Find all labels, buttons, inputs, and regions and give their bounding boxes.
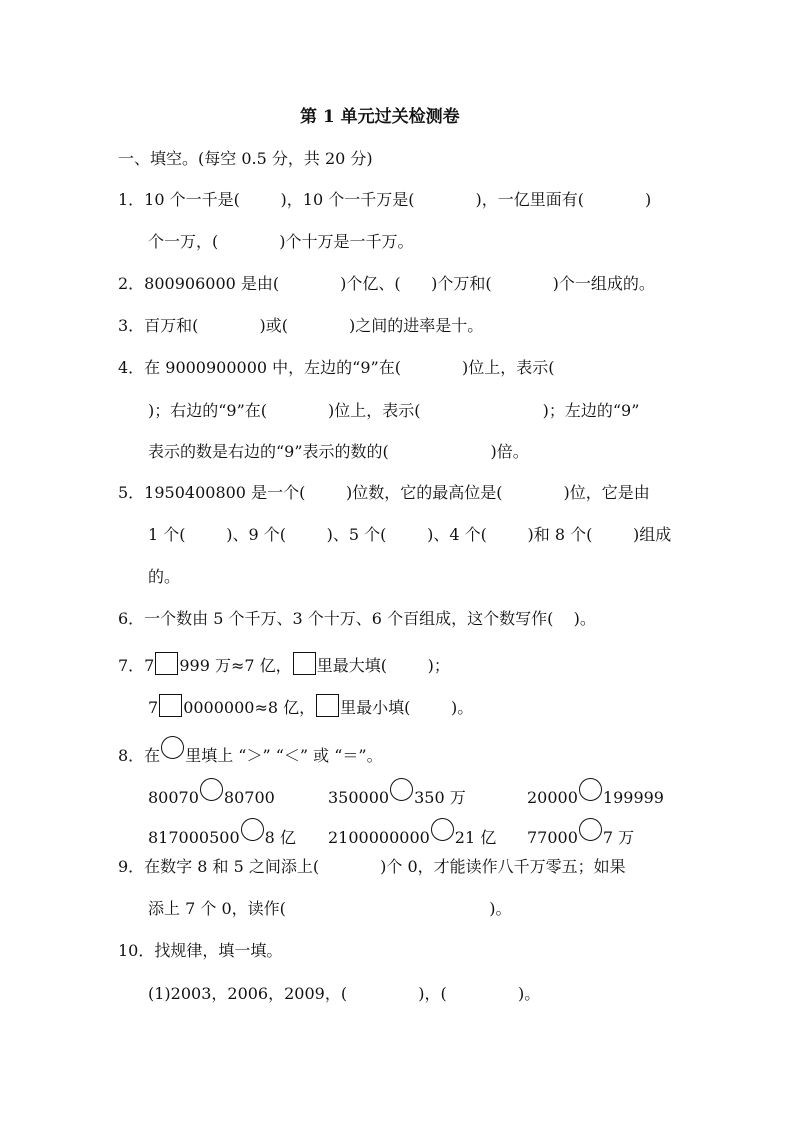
question-8-line-1 xyxy=(118,736,383,767)
q8-lead-end: 里填上 “＞” “＜” 或 “＝”。 xyxy=(185,746,383,765)
q7-b-text: 0000000≈8 亿， xyxy=(183,698,316,717)
compare-circle[interactable] xyxy=(390,778,413,801)
compare-circle[interactable] xyxy=(579,818,602,841)
compare-item: 77000 7 万 xyxy=(527,818,634,849)
compare-item: 80070 80700 xyxy=(148,778,275,809)
question-4-line-2: )；右边的“9”在( )位上，表示( )；左边的“9” xyxy=(148,401,640,420)
page-title: 第 1 单元过关检测卷 xyxy=(300,107,460,127)
question-4-line-3: 表示的数是右边的“9”表示的数的( )倍。 xyxy=(148,442,529,461)
box-symbol xyxy=(316,694,339,717)
circle-symbol xyxy=(161,736,184,759)
question-2: 2．800906000 是由( )个亿、( )个万和( )个一组成的。 xyxy=(118,274,655,293)
question-6: 6．一个数由 5 个千万、3 个十万、6 个百组成，这个数写作( )。 xyxy=(118,609,596,628)
question-10-title: 10．找规律，填一填。 xyxy=(118,941,283,960)
compare-item: 350000 350 万 xyxy=(328,778,466,809)
question-3: 3．百万和( )或( )之间的进率是十。 xyxy=(118,316,484,335)
question-7-line-1 xyxy=(118,652,450,677)
compare-item: 20000 199999 xyxy=(527,778,664,809)
answer-box[interactable] xyxy=(155,652,178,675)
section-heading: 一、填空。(每空 0.5 分，共 20 分) xyxy=(118,149,373,168)
compare-circle[interactable] xyxy=(431,818,454,841)
question-9-line-1: 9．在数字 8 和 5 之间添上( )个 0，才能读作八千万零五；如果 xyxy=(118,857,626,876)
question-1-line-2: 个一万，( )个十万是一千万。 xyxy=(148,232,414,251)
question-9-line-2: 添上 7 个 0，读作( )。 xyxy=(148,899,512,918)
question-4-line-1: 4．在 9000900000 中，左边的“9”在( )位上，表示( xyxy=(118,358,555,377)
question-10-sub-1: (1)2003，2006，2009，( )，( )。 xyxy=(148,984,541,1003)
q8-lead: 8．在 xyxy=(118,746,161,765)
compare-circle[interactable] xyxy=(200,778,223,801)
compare-item: 817000500 8 亿 xyxy=(148,818,296,849)
question-5-line-2: 1 个( )、9 个( )、5 个( )、4 个( )和 8 个( )组成 xyxy=(148,525,672,544)
q7-a-prefix: 7．7 xyxy=(118,656,155,675)
compare-item: 2100000000 21 亿 xyxy=(328,818,496,849)
q7-b-prefix: 7 xyxy=(148,698,159,717)
answer-box[interactable] xyxy=(159,694,182,717)
q7-b-end: 里最小填( )。 xyxy=(340,698,474,717)
question-7-line-2 xyxy=(148,694,473,719)
question-5-line-1: 5．1950400800 是一个( )位数，它的最高位是( )位，它是由 xyxy=(118,483,650,502)
compare-circle[interactable] xyxy=(579,778,602,801)
compare-circle[interactable] xyxy=(241,818,264,841)
q7-a-end: 里最大填( )； xyxy=(316,656,450,675)
q7-a-text: 999 万≈7 亿， xyxy=(179,656,292,675)
question-1-line-1: 1．10 个一千是( )，10 个一千万是( )，一亿里面有( ) xyxy=(118,190,652,209)
box-symbol xyxy=(293,652,316,675)
question-5-line-3: 的。 xyxy=(148,567,181,586)
